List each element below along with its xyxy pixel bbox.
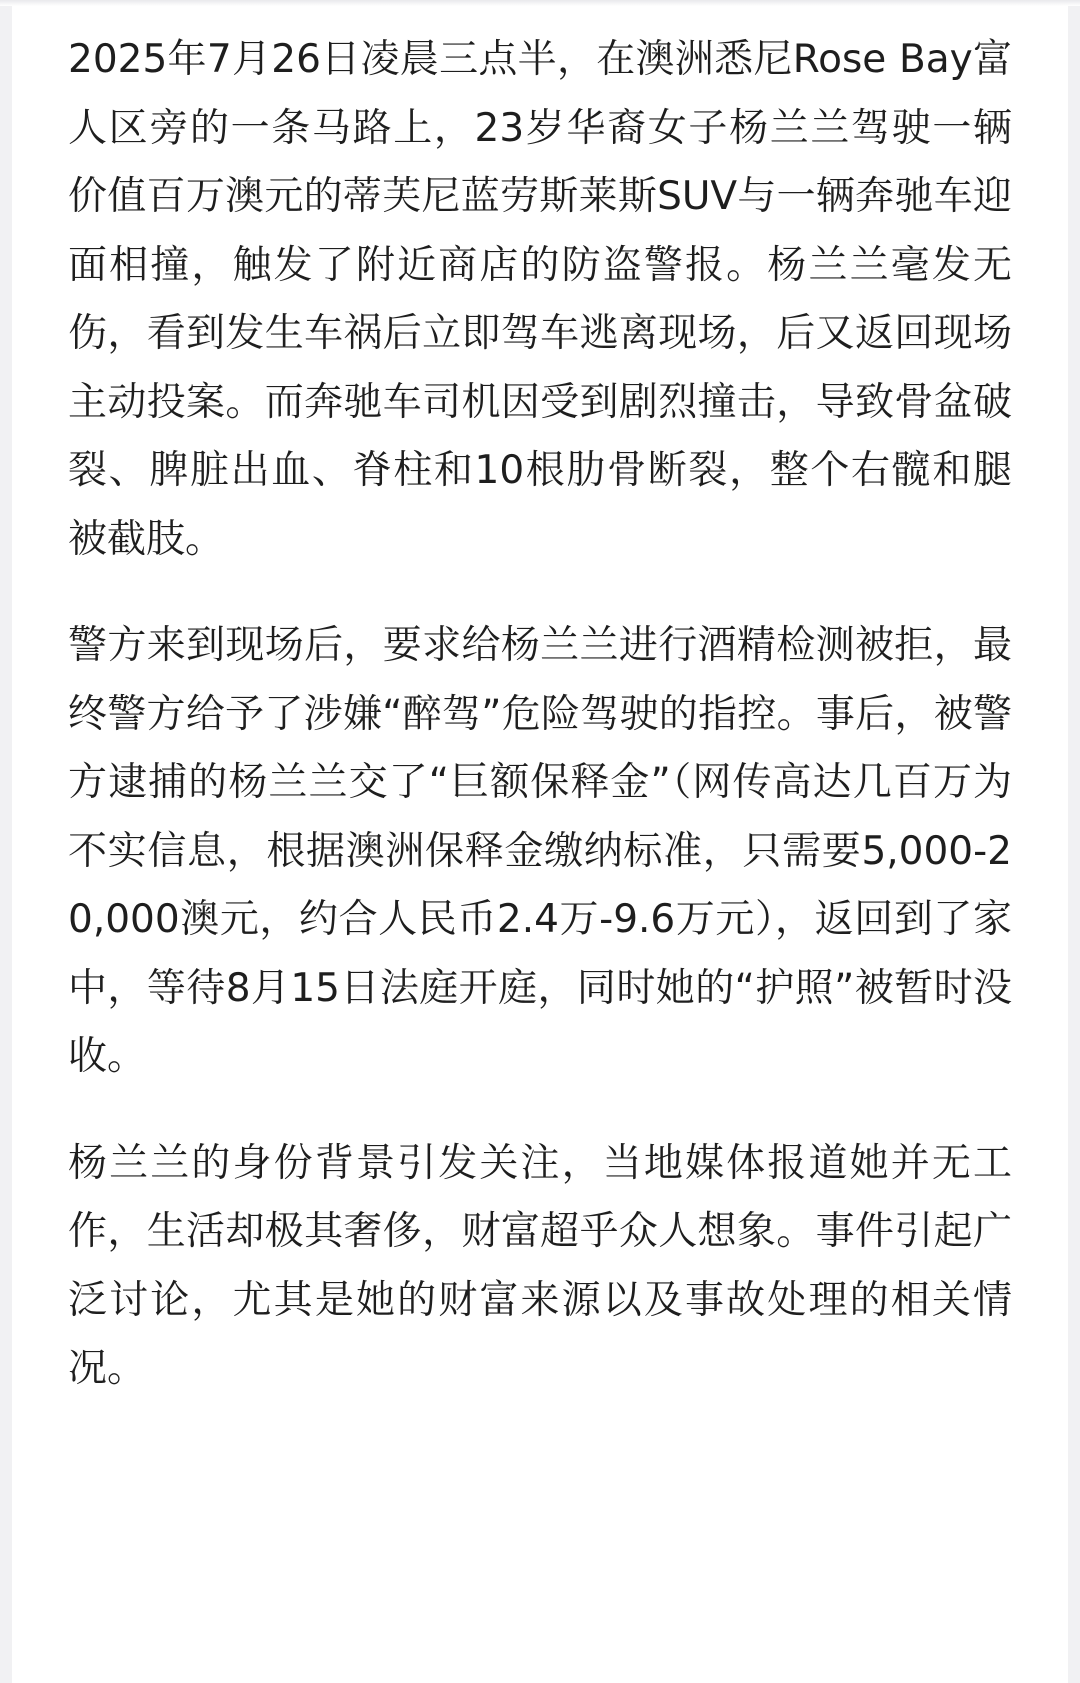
article-paragraph-3: 杨兰兰的身份背景引发关注，当地媒体报道她并无工作，生活却极其奢侈，财富超乎众人想象。事件引起广泛讨论，尤其是她的财富来源以及事故处理的相关情况。 bbox=[68, 1140, 1012, 1391]
right-margin-strip bbox=[1068, 0, 1080, 1683]
top-edge-fade bbox=[0, 0, 1080, 6]
article-paragraph-2: 警方来到现场后，要求给杨兰兰进行酒精检测被拒，最终警方给予了涉嫌“醉驾”危险驾驶的指控。事后，被警方逮捕的杨兰兰交了“巨额保释金”（网传高达几百万为不实信息，根据澳洲保释金缴纳标准，只需要5,000-20,000澳元，约合人民币2.4万-9.6万元），返回到了家中，等待8月15日法庭开庭，同时她的“护照”被暂时没收。 bbox=[68, 623, 1012, 1079]
article-paragraph-1: 2025年7月26日凌晨三点半，在澳洲悉尼Rose Bay富人区旁的一条马路上，23岁华裔女子杨兰兰驾驶一辆价值百万澳元的蒂芙尼蓝劳斯莱斯SUV与一辆奔驰车迎面相撞，触发了附近商店的防盗警报。杨兰兰毫发无伤，看到发生车祸后立即驾车逃离现场，后又返回现场主动投案。而奔驰车司机因受到剧烈撞击，导致骨盆破裂、脾脏出血、脊柱和10根肋骨断裂，整个右髋和腿被截肢。 bbox=[68, 37, 1012, 562]
left-margin-strip bbox=[0, 0, 12, 1683]
article-body bbox=[68, 26, 1012, 1442]
